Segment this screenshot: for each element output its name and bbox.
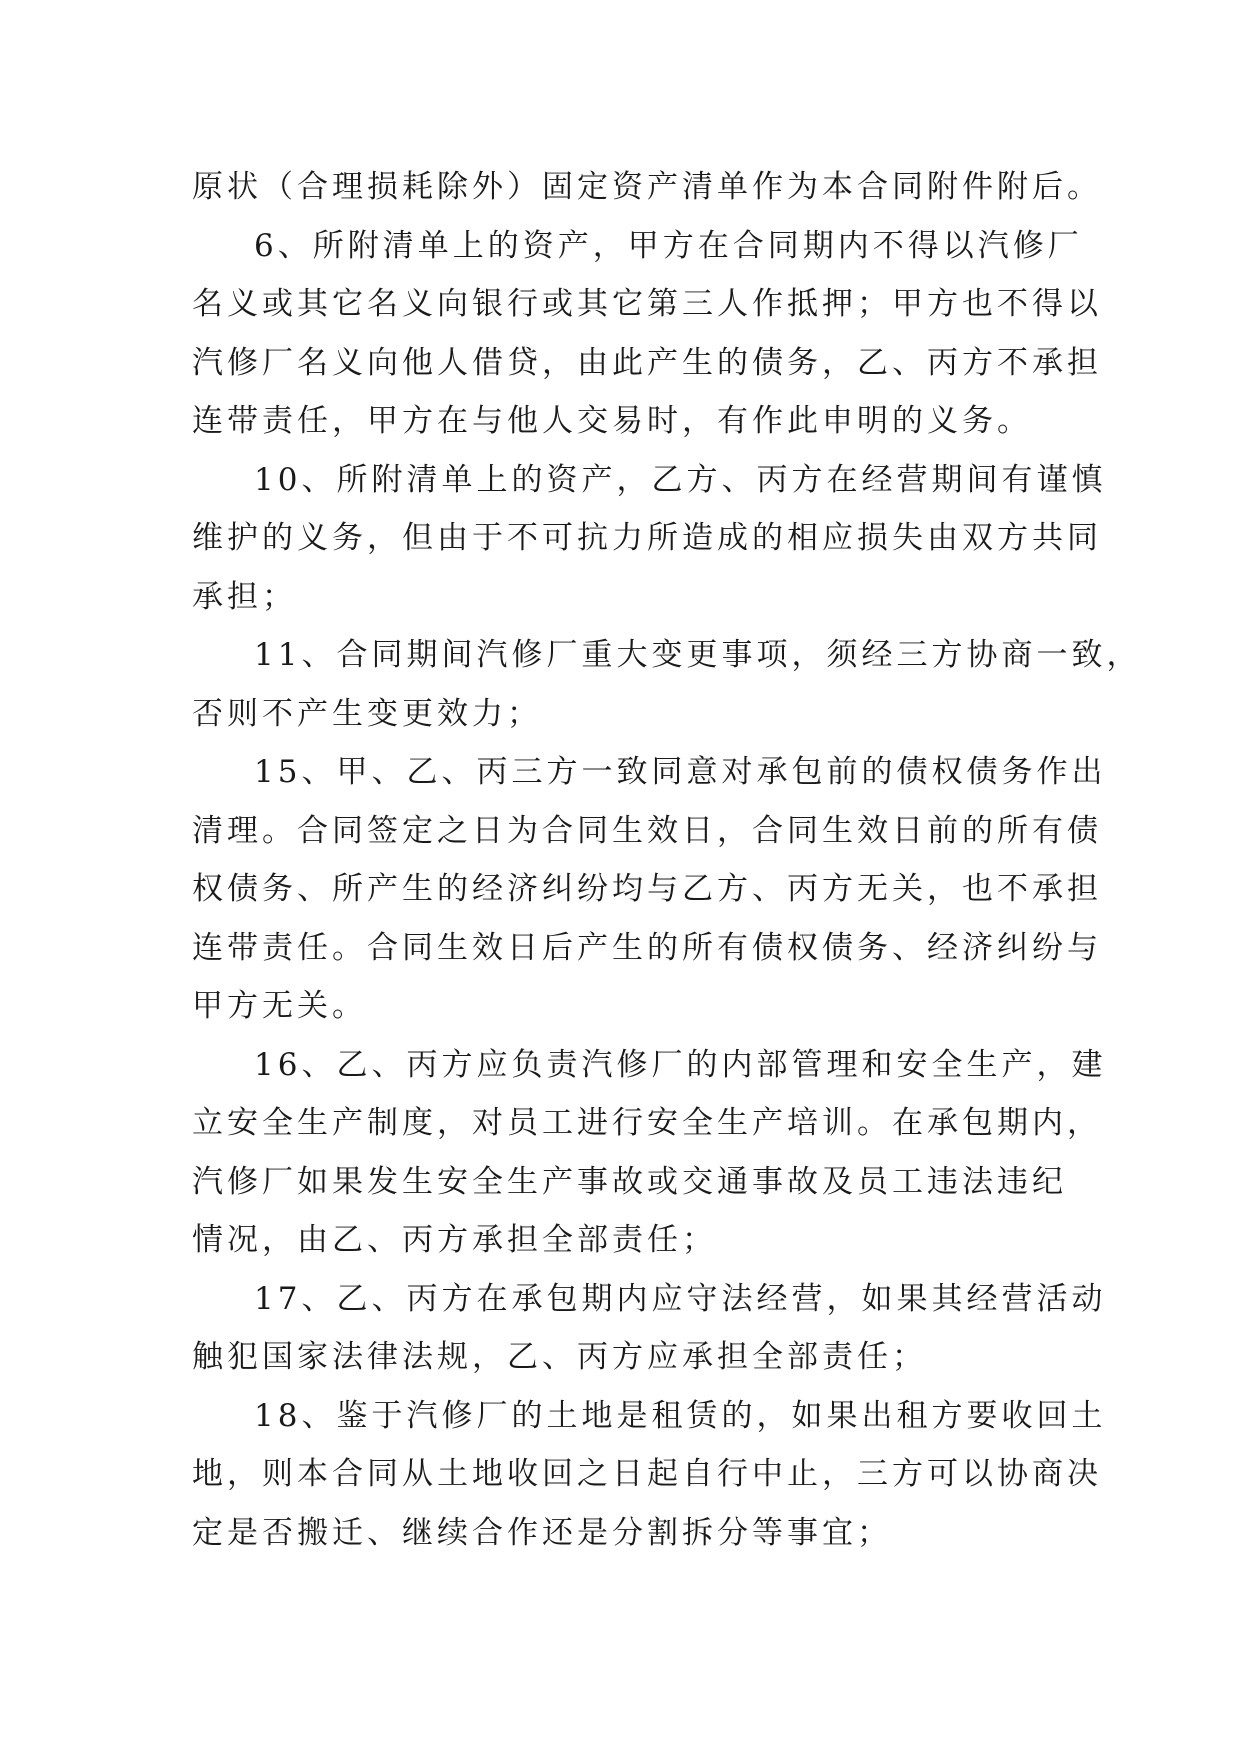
paragraph-clause-6 (192, 217, 1102, 451)
text-line: 情况，由乙、丙方承担全部责任； (192, 1222, 717, 1258)
paragraph-continuation (192, 158, 1102, 217)
text-line: 否则不产生变更效力； (192, 695, 542, 732)
text-line: 名义或其它名义向银行或其它第三人作抵押；甲方也不得以 (192, 286, 1102, 322)
text-line: 18、鉴于汽修厂的土地是租赁的，如果出租方要收回土 (254, 1397, 1107, 1434)
text-line: 地，则本合同从土地收回之日起自行中止，三方可以协商决 (192, 1456, 1102, 1492)
text-line: 10、所附清单上的资产，乙方、丙方在经营期间有谨慎 (254, 461, 1107, 498)
text-line: 原状（合理损耗除外）固定资产清单作为本合同附件附后。 (192, 169, 1102, 205)
text-line: 清理。合同签定之日为合同生效日，合同生效日前的所有债 (192, 812, 1102, 849)
text-line: 甲方无关。 (192, 988, 367, 1024)
text-line: 连带责任，甲方在与他人交易时，有作此申明的义务。 (192, 403, 1032, 439)
text-line: 立安全生产制度，对员工进行安全生产培训。在承包期内， (192, 1105, 1102, 1141)
text-line: 承担； (192, 578, 297, 615)
document-body (192, 158, 1142, 1562)
text-line: 连带责任。合同生效日后产生的所有债权债务、经济纠纷与 (192, 929, 1102, 966)
text-line: 汽修厂名义向他人借贷，由此产生的债务，乙、丙方不承担 (192, 344, 1102, 381)
text-line: 17、乙、丙方在承包期内应守法经营，如果其经营活动 (254, 1280, 1107, 1317)
paragraph-clause-17 (192, 1270, 1107, 1387)
text-line: 权债务、所产生的经济纠纷均与乙方、丙方无关，也不承担 (192, 871, 1102, 907)
paragraph-clause-16 (192, 1036, 1107, 1270)
text-line: 维护的义务，但由于不可抗力所造成的相应损失由双方共同 (192, 520, 1102, 556)
text-line: 触犯国家法律法规，乙、丙方应承担全部责任； (192, 1339, 927, 1375)
text-line: 6、所附清单上的资产，甲方在合同期内不得以汽修厂 (254, 227, 1083, 264)
text-line: 16、乙、丙方应负责汽修厂的内部管理和安全生产，建 (254, 1046, 1107, 1083)
paragraph-clause-10 (192, 451, 1107, 627)
text-line: 11、合同期间汽修厂重大变更事项，须经三方协商一致， (254, 637, 1142, 673)
paragraph-clause-15 (192, 743, 1107, 1036)
paragraph-clause-18 (192, 1387, 1107, 1563)
text-line: 15、甲、乙、丙三方一致同意对承包前的债权债务作出 (254, 754, 1107, 790)
text-line: 汽修厂如果发生安全生产事故或交通事故及员工违法违纪 (192, 1163, 1067, 1200)
text-line: 定是否搬迁、继续合作还是分割拆分等事宜； (192, 1514, 892, 1551)
paragraph-clause-11 (192, 626, 1142, 743)
